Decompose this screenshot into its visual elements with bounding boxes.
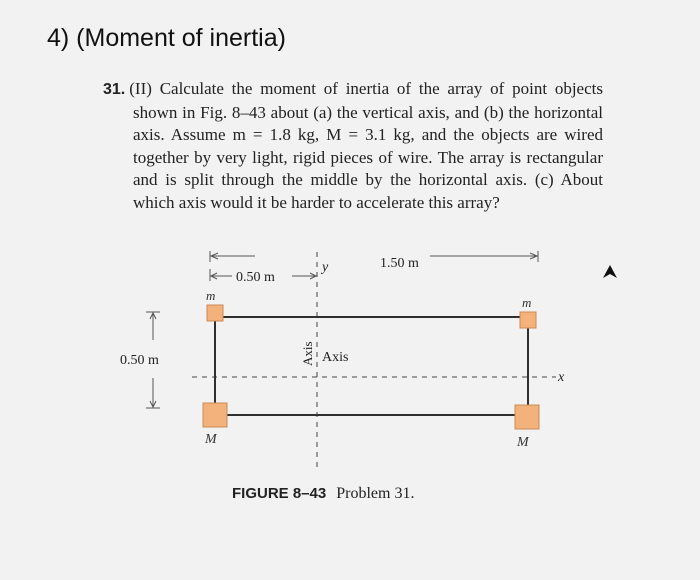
top-dimension xyxy=(210,251,538,262)
y-label: y xyxy=(322,260,329,275)
label-m-right: m xyxy=(522,295,532,310)
dim-top-label: 1.50 m xyxy=(380,256,419,271)
figure-caption-label: FIGURE 8–43 xyxy=(232,485,327,502)
problem-number: 31. xyxy=(103,81,126,98)
mass-small-right xyxy=(520,312,536,328)
section-heading: 4) (Moment of inertia) xyxy=(47,24,286,52)
x-label: x xyxy=(558,370,565,385)
label-M-right: M xyxy=(517,435,529,450)
dim-half-label: 0.50 m xyxy=(236,270,275,285)
vertical-axis-label: Axis xyxy=(300,341,315,366)
mass-small-left xyxy=(207,305,223,321)
wire-frame xyxy=(215,317,528,415)
dim-left-label: 0.50 m xyxy=(120,353,159,368)
mouse-cursor-icon xyxy=(601,263,619,281)
horizontal-axis-label: Axis xyxy=(322,350,349,365)
mass-big-right xyxy=(515,405,539,429)
problem-text: (II) Calculate the moment of inertia of the array of point objects shown in Fig. 8–43 about (a) the vertical axis, and (b) the horizontal axis. Assume m = 1.8 kg, M = 3.1 kg, and the objects are wired together by very light, rigid pieces of wire. The array is rectangular and is split through the middle by the horizontal axis. (c) About which axis would it be harder to accelerate this array? xyxy=(129,79,603,212)
figure-caption-text: Problem 31. xyxy=(336,485,415,502)
mass-big-left xyxy=(203,403,227,427)
label-m-left: m xyxy=(206,288,216,303)
label-M-left: M xyxy=(205,432,217,447)
figure-caption xyxy=(232,485,414,503)
